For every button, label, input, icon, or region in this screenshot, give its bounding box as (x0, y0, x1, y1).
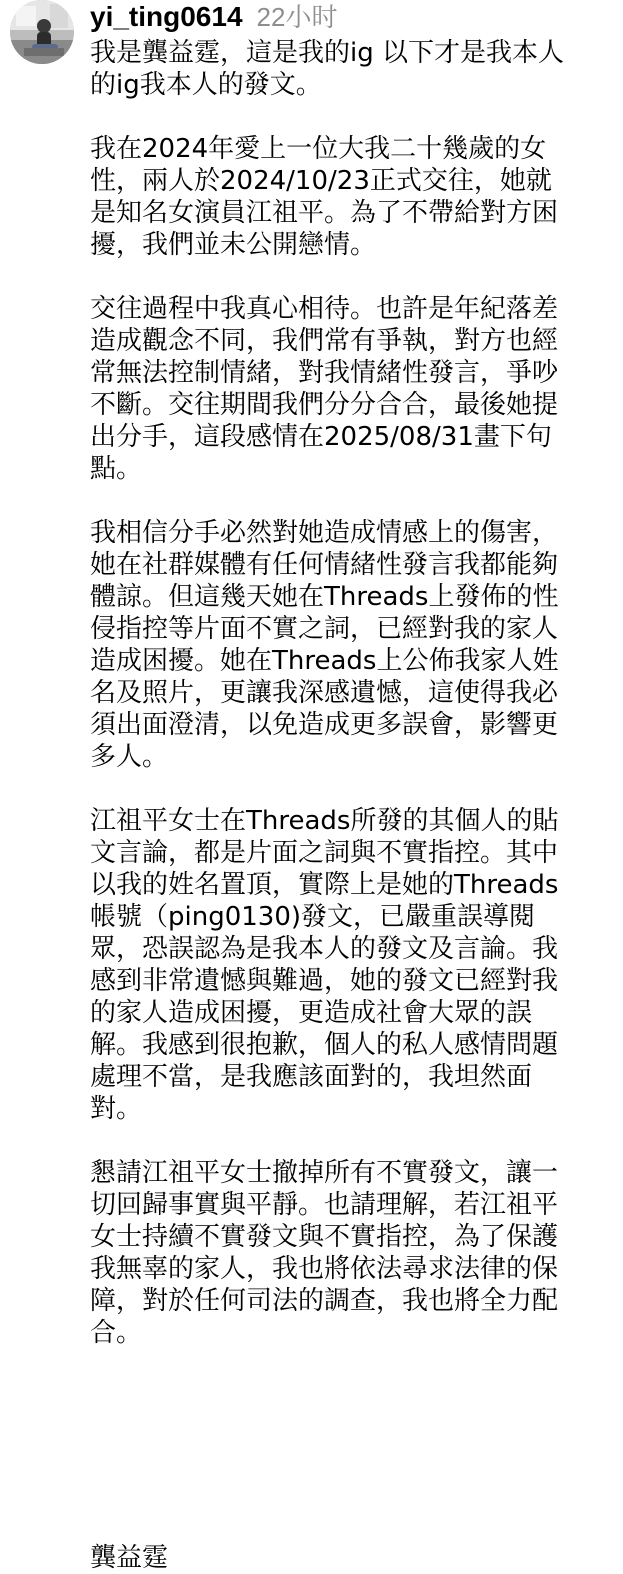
post-body (90, 37, 611, 1349)
timestamp: 22小时 (256, 2, 338, 32)
profile-photo-icon (10, 0, 74, 64)
post-text-line: 須出面澄清，以免造成更多誤會，影響更 (90, 710, 559, 740)
post-text-line: 造成困擾。她在Threads上公佈我家人姓 (90, 646, 559, 676)
post-text-line: 處理不當，是我應該面對的，我坦然面 (90, 1062, 533, 1092)
post-text-line: 多人。 (90, 742, 169, 772)
post-text-line: 擾，我們並未公開戀情。 (90, 230, 377, 260)
username-link[interactable]: yi_ting0614 (90, 1, 243, 32)
signature: 龔益霆 (90, 1543, 169, 1573)
post-text-line: 合。 (90, 1318, 143, 1348)
post-text-line: 我在2024年愛上一位大我二十幾歲的女 (90, 134, 547, 164)
post-text-line: 點。 (90, 454, 143, 484)
post-text-line: 以我的姓名置頂，實際上是她的Threads (90, 870, 559, 900)
post-text-line: 出分手，這段感情在2025/08/31畫下句 (90, 422, 552, 452)
post-text-line: 女士持續不實發文與不實指控，為了保護 (90, 1222, 559, 1252)
post-text-line: 造成觀念不同，我們常有爭執，對方也經 (90, 326, 559, 356)
post-text-line: 是知名女演員江祖平。為了不帶給對方困 (90, 198, 559, 228)
post-paragraph (90, 293, 611, 485)
post-text-line: 文言論，都是片面之詞與不實指控。其中 (90, 838, 559, 868)
post-text-line: 侵指控等片面不實之詞，已經對我的家人 (90, 614, 559, 644)
post-text-line: 我是龔益霆，這是我的ig 以下才是我本人 (90, 38, 564, 68)
post-paragraph (90, 133, 611, 261)
post-text-line: 的ig我本人的發文。 (90, 70, 322, 100)
post-text-line: 性，兩人於2024/10/23正式交往，她就 (90, 166, 552, 196)
post-text-line: 懇請江祖平女士撤掉所有不實發文，讓一 (90, 1158, 559, 1188)
post-text-line: 常無法控制情緒，對我情緒性發言，爭吵 (90, 358, 559, 388)
post-text-line: 眾，恐誤認為是我本人的發文及言論。我 (90, 934, 559, 964)
post-text-line: 交往過程中我真心相待。也許是年紀落差 (90, 294, 559, 324)
post-text-line: 體諒。但這幾天她在Threads上發佈的性 (90, 582, 559, 612)
avatar[interactable] (10, 0, 74, 64)
post-paragraph (90, 805, 611, 1125)
post-paragraph (90, 517, 611, 773)
post-header (90, 0, 337, 34)
post-text-line: 名及照片，更讓我深感遺憾，這使得我必 (90, 678, 559, 708)
post-text-line: 障，對於任何司法的調查，我也將全力配 (90, 1286, 559, 1316)
post-text-line: 她在社群媒體有任何情緒性發言我都能夠 (90, 550, 559, 580)
post-text-line: 解。我感到很抱歉，個人的私人感情問題 (90, 1030, 559, 1060)
post-text-line: 切回歸事實與平靜。也請理解，若江祖平 (90, 1190, 559, 1220)
post-paragraph (90, 1157, 611, 1349)
post-text-line: 帳號（ping0130)發文，已嚴重誤導閱 (90, 902, 536, 932)
post-text-line: 我相信分手必然對她造成情感上的傷害， (90, 518, 559, 548)
post-text-line: 對。 (90, 1094, 143, 1124)
post-text-line: 感到非常遺憾與難過，她的發文已經對我 (90, 966, 559, 996)
post-text-line: 不斷。交往期間我們分分合合，最後她提 (90, 390, 559, 420)
post-text-line: 我無辜的家人，我也將依法尋求法律的保 (90, 1254, 559, 1284)
post-paragraph (90, 37, 611, 101)
post-text-line: 江祖平女士在Threads所發的其個人的貼 (90, 806, 559, 836)
post-text-line: 的家人造成困擾，更造成社會大眾的誤 (90, 998, 533, 1028)
